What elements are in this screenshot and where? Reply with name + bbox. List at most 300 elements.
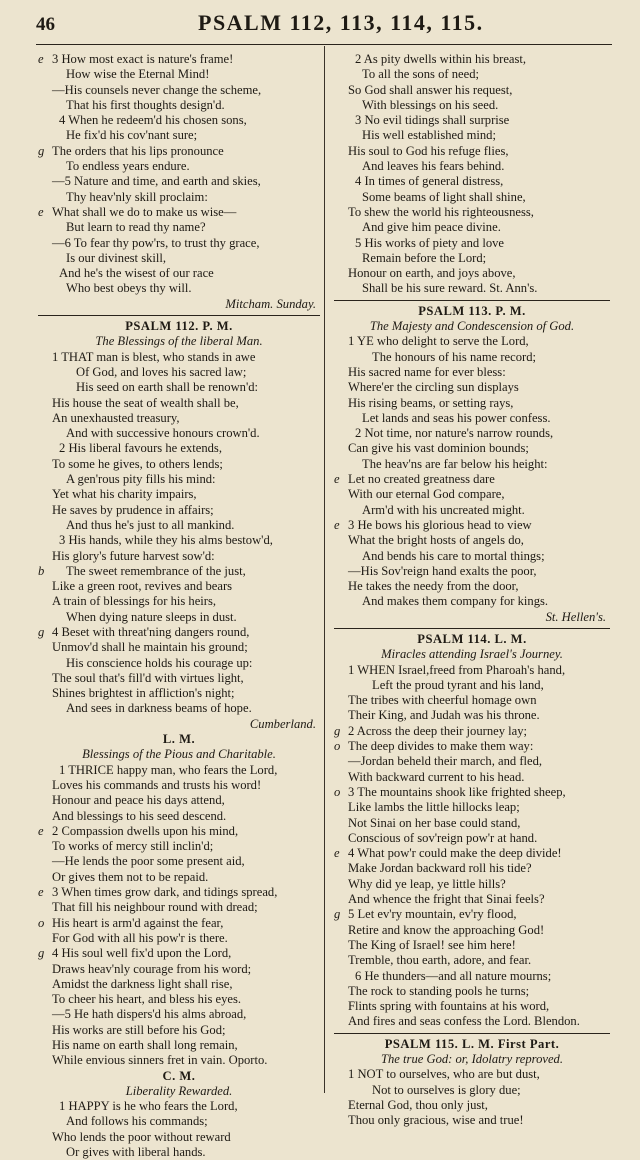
dynamic-marking	[38, 190, 52, 205]
verse-text: 1 NOT to ourselves, who are but dust,	[348, 1067, 540, 1082]
psalm-subtitle: Blessings of the Pious and Charitable.	[82, 747, 276, 762]
dynamic-marking	[38, 1099, 52, 1114]
dynamic-marking	[38, 426, 52, 441]
verse-text: His glory's future harvest sow'd:	[52, 548, 215, 563]
verse-text: Left the proud tyrant and his land,	[372, 677, 544, 692]
dynamic-marking	[334, 487, 348, 502]
section-divider	[334, 300, 610, 301]
verse-text: His seed on earth shall be renown'd:	[76, 380, 259, 395]
dynamic-marking	[334, 52, 348, 67]
verse-line	[38, 174, 320, 189]
verse-line	[334, 83, 610, 98]
verse-line	[334, 594, 610, 609]
dynamic-marking	[334, 533, 348, 548]
verse-line	[38, 128, 320, 143]
verse-line	[334, 266, 610, 281]
verse-text: What the bright hosts of angels do,	[348, 533, 524, 548]
verse-line	[38, 686, 320, 701]
verse-text: 4 What pow'r could make the deep divide!	[348, 846, 562, 861]
dynamic-marking	[38, 457, 52, 472]
verse-line	[38, 220, 320, 235]
verse-line	[334, 67, 610, 82]
psalm-subtitle: Miracles attending Israel's Journey.	[381, 647, 563, 662]
dynamic-marking	[334, 678, 348, 693]
dynamic-marking	[334, 350, 348, 365]
verse-line	[38, 977, 320, 992]
dynamic-marking	[38, 472, 52, 487]
verse-text: And sees in darkness beams of hope.	[66, 701, 252, 716]
dynamic-marking	[334, 220, 348, 235]
verse-line	[38, 916, 320, 931]
verse-line	[334, 846, 610, 861]
verse-line	[38, 380, 320, 395]
verse-text: The rock to standing pools he turns;	[348, 983, 530, 998]
verse-line	[38, 441, 320, 456]
column-divider	[324, 46, 325, 1093]
verse-line	[38, 870, 320, 885]
verse-text: While envious sinners fret in vain. Oporto.	[52, 1053, 268, 1068]
dynamic-marking	[38, 251, 52, 266]
verse-line	[38, 1114, 320, 1129]
dynamic-marking	[334, 770, 348, 785]
psalm-heading: C. M.	[162, 1068, 196, 1083]
verse-text: With backward current to his head.	[348, 769, 525, 784]
verse-text: For God with all his pow'r is there.	[52, 930, 228, 945]
dynamic-marking	[334, 693, 348, 708]
verse-line	[38, 763, 320, 778]
verse-line	[334, 144, 610, 159]
verse-text: A train of blessings for his heirs,	[52, 594, 217, 609]
dynamic-marking	[38, 220, 52, 235]
verse-text: Eternal God, thou only just,	[348, 1097, 488, 1112]
dynamic-marking	[334, 396, 348, 411]
dynamic-marking	[334, 411, 348, 426]
psalm-heading: PSALM 112. P. M.	[125, 319, 233, 334]
verse-text: 3 How most exact is nature's frame!	[52, 52, 234, 66]
dynamic-marking	[334, 1067, 348, 1082]
verse-line	[334, 693, 610, 708]
verse-line	[334, 205, 610, 220]
dynamic-marking	[334, 128, 348, 143]
verse-line	[334, 1113, 610, 1128]
dynamic-marking: e	[38, 823, 44, 838]
dynamic-marking	[38, 594, 52, 609]
dynamic-marking: e	[38, 52, 44, 66]
verse-text: 1 THAT man is blest, who stands in awe	[52, 349, 256, 364]
verse-line	[38, 533, 320, 548]
verse-line	[334, 113, 610, 128]
header-rule	[36, 44, 612, 45]
verse-text: And bends his care to mortal things;	[362, 548, 545, 563]
psalm-subtitle: The Majesty and Condescension of God.	[369, 319, 575, 334]
dynamic-marking	[38, 839, 52, 854]
verse-line	[38, 931, 320, 946]
verse-line	[38, 251, 320, 266]
verse-text: 2 Compassion dwells upon his mind,	[52, 823, 239, 838]
verse-line	[334, 533, 610, 548]
verse-line	[38, 1145, 320, 1160]
verse-line	[334, 800, 610, 815]
verse-text: 1 YE who delight to serve the Lord,	[348, 334, 529, 349]
verse-text: Draws heav'nly courage from his word;	[52, 961, 252, 976]
verse-text: To some he gives, to others lends;	[52, 456, 223, 471]
dynamic-marking	[334, 83, 348, 98]
dynamic-marking	[334, 800, 348, 815]
right-column	[334, 52, 610, 1128]
verse-line	[38, 236, 320, 251]
verse-text: Yet what his charity impairs,	[52, 487, 197, 502]
verse-text: Honour and peace his days attend,	[52, 793, 225, 808]
dynamic-marking	[334, 816, 348, 831]
verse-text: What shall we do to make us wise—	[52, 204, 237, 219]
verse-line	[334, 785, 610, 800]
verse-text: He saves by prudence in affairs;	[52, 502, 214, 517]
verse-line	[334, 251, 610, 266]
verse-line	[334, 754, 610, 769]
tune-name: Cumberland.	[249, 716, 316, 731]
verse-text: He takes the needy from the door,	[348, 579, 519, 594]
dynamic-marking: g	[38, 624, 45, 639]
verse-line	[334, 953, 610, 968]
dynamic-marking	[38, 900, 52, 915]
verse-text: And leaves his fears behind.	[362, 159, 505, 174]
verse-line	[38, 426, 320, 441]
dynamic-marking: e	[334, 846, 340, 861]
dynamic-marking	[38, 503, 52, 518]
psalm-heading: PSALM 113. P. M.	[418, 303, 526, 318]
dynamic-marking	[38, 441, 52, 456]
dynamic-marking	[334, 441, 348, 456]
verse-line	[334, 724, 610, 739]
verse-text: The orders that his lips pronounce	[52, 143, 224, 158]
verse-text: —His Sov'reign hand exalts the poor,	[348, 563, 537, 578]
verse-text: —5 Nature and time, and earth and skies,	[52, 174, 261, 189]
verse-text: His sacred name for ever bless:	[348, 364, 506, 379]
verse-line	[334, 1083, 610, 1098]
verse-text: Unmov'd shall he maintain his ground;	[52, 640, 248, 655]
dynamic-marking	[334, 923, 348, 938]
verse-text: His well established mind;	[362, 128, 496, 143]
verse-line	[38, 900, 320, 915]
dynamic-marking: g	[334, 907, 341, 922]
verse-line	[38, 824, 320, 839]
verse-text: Like a green root, revives and bears	[52, 579, 233, 594]
verse-text: 1 THRICE happy man, who fears the Lord,	[59, 762, 278, 777]
dynamic-marking	[334, 190, 348, 205]
dynamic-marking	[38, 236, 52, 251]
dynamic-marking	[38, 1145, 52, 1160]
dynamic-marking	[38, 1053, 52, 1068]
dynamic-marking	[334, 380, 348, 395]
verse-line	[334, 923, 610, 938]
verse-line	[38, 1038, 320, 1053]
dynamic-marking: e	[38, 885, 44, 900]
dynamic-marking	[38, 870, 52, 885]
verse-text: To endless years endure.	[66, 159, 190, 174]
dynamic-marking	[38, 83, 52, 98]
dynamic-marking	[334, 334, 348, 349]
psalm-subtitle: The Blessings of the liberal Man.	[95, 334, 263, 349]
dynamic-marking	[334, 67, 348, 82]
verse-line	[38, 610, 320, 625]
verse-text: His conscience holds his courage up:	[66, 655, 253, 670]
verse-text: Not Sinai on her base could stand,	[348, 815, 521, 830]
verse-line	[38, 113, 320, 128]
verse-line	[334, 877, 610, 892]
dynamic-marking	[334, 174, 348, 189]
dynamic-marking	[38, 549, 52, 564]
verse-line	[334, 411, 610, 426]
dynamic-marking	[38, 1114, 52, 1129]
verse-line	[38, 52, 320, 67]
verse-line	[38, 159, 320, 174]
verse-text: Honour on earth, and joys above,	[348, 266, 516, 281]
verse-text: Like lambs the little hillocks leap;	[348, 800, 520, 815]
dynamic-marking	[334, 236, 348, 251]
dynamic-marking	[38, 1023, 52, 1038]
dynamic-marking	[38, 159, 52, 174]
verse-text: Conscious of sov'reign pow'r at hand.	[348, 830, 538, 845]
verse-text: And fires and seas confess the Lord. Blendon.	[348, 1014, 580, 1029]
dynamic-marking	[38, 1038, 52, 1053]
dynamic-marking: g	[334, 723, 341, 738]
dynamic-marking	[334, 892, 348, 907]
verse-line	[334, 999, 610, 1014]
dynamic-marking	[38, 701, 52, 716]
verse-text: Shall be his sure reward. St. Ann's.	[362, 281, 538, 296]
dynamic-marking	[38, 266, 52, 281]
verse-line	[38, 640, 320, 655]
verse-line	[38, 281, 320, 296]
dynamic-marking	[38, 365, 52, 380]
dynamic-marking	[334, 579, 348, 594]
verse-line	[334, 907, 610, 922]
verse-line	[38, 98, 320, 113]
verse-line	[334, 518, 610, 533]
verse-text: When dying nature sleeps in dust.	[66, 609, 237, 624]
verse-text: His rising beams, or setting rays,	[348, 395, 514, 410]
verse-text: Their King, and Judah was his throne.	[348, 708, 540, 723]
verse-line	[38, 365, 320, 380]
verse-line	[38, 671, 320, 686]
verse-line	[334, 441, 610, 456]
verse-text: 2 Across the deep their journey lay;	[348, 723, 528, 738]
dynamic-marking	[38, 809, 52, 824]
verse-line	[38, 809, 320, 824]
verse-text: Retire and know the approaching God!	[348, 922, 545, 937]
dynamic-marking	[334, 861, 348, 876]
verse-text: Some beams of light shall shine,	[362, 189, 526, 204]
verse-line	[38, 946, 320, 961]
verse-line	[38, 701, 320, 716]
verse-text: With blessings on his seed.	[362, 97, 499, 112]
verse-text: 3 The mountains shook like frighted sheep,	[348, 784, 566, 799]
verse-line	[38, 396, 320, 411]
verse-text: And follows his commands;	[66, 1114, 208, 1129]
verse-text: The tribes with cheerful homage own	[348, 693, 537, 708]
verse-text: —Jordan beheld their march, and fled,	[348, 754, 543, 769]
verse-text: Thou only gracious, wise and true!	[348, 1113, 524, 1128]
verse-text: And blessings to his seed descend.	[52, 808, 227, 823]
verse-text: And he's the wisest of our race	[59, 266, 214, 281]
dynamic-marking	[38, 977, 52, 992]
dynamic-marking	[334, 144, 348, 159]
verse-text: 6 He thunders—and all nature mourns;	[355, 968, 552, 983]
verse-text: 2 Not time, nor nature's narrow rounds,	[355, 426, 554, 441]
dynamic-marking	[334, 999, 348, 1014]
dynamic-marking	[38, 128, 52, 143]
dynamic-marking	[334, 426, 348, 441]
dynamic-marking	[38, 1007, 52, 1022]
verse-text: 3 No evil tidings shall surprise	[355, 113, 510, 128]
verse-line	[38, 992, 320, 1007]
verse-text: Can give his vast dominion bounds;	[348, 441, 529, 456]
psalm-heading: PSALM 115. L. M. First Part.	[384, 1036, 560, 1051]
verse-text: Let no created greatness dare	[348, 472, 495, 487]
verse-text: Arm'd with his uncreated might.	[362, 502, 525, 517]
verse-line	[334, 350, 610, 365]
verse-line	[38, 144, 320, 159]
verse-line	[38, 1053, 320, 1068]
dynamic-marking	[38, 518, 52, 533]
verse-line	[334, 220, 610, 235]
dynamic-marking	[38, 931, 52, 946]
verse-text: 2 His liberal favours he extends,	[59, 441, 222, 456]
verse-line	[38, 350, 320, 365]
verse-line	[38, 1099, 320, 1114]
psalm-subtitle: Liberality Rewarded.	[125, 1083, 233, 1098]
verse-line	[334, 487, 610, 502]
verse-line	[334, 159, 610, 174]
verse-text: Is our divinest skill,	[66, 250, 167, 265]
verse-text: And give him peace divine.	[362, 220, 501, 235]
verse-text: The sweet remembrance of the just,	[66, 563, 246, 578]
verse-text: And with successive honours crown'd.	[66, 426, 260, 441]
verse-line	[334, 938, 610, 953]
verse-text: Where'er the circling sun displays	[348, 380, 519, 395]
verse-line	[38, 885, 320, 900]
dynamic-marking	[334, 984, 348, 999]
verse-line	[334, 281, 610, 296]
dynamic-marking	[38, 67, 52, 82]
verse-line	[334, 678, 610, 693]
verse-line	[334, 663, 610, 678]
dynamic-marking	[334, 1014, 348, 1029]
verse-line	[38, 487, 320, 502]
running-head: PSALM 112, 113, 114, 115.	[198, 10, 484, 35]
verse-line	[38, 457, 320, 472]
verse-text: A gen'rous pity fills his mind:	[66, 472, 216, 487]
verse-line	[38, 472, 320, 487]
dynamic-marking	[334, 457, 348, 472]
verse-line	[38, 656, 320, 671]
verse-line	[334, 739, 610, 754]
verse-text: To all the sons of need;	[362, 67, 479, 82]
verse-text: And thus he's just to all mankind.	[66, 517, 235, 532]
verse-text: Make Jordan backward roll his tide?	[348, 861, 532, 876]
verse-text: Not to ourselves is glory due;	[372, 1082, 521, 1097]
verse-line	[334, 426, 610, 441]
verse-text: —His counsels never change the scheme,	[52, 82, 262, 97]
dynamic-marking	[334, 1098, 348, 1113]
dynamic-marking	[334, 1083, 348, 1098]
dynamic-marking	[38, 686, 52, 701]
dynamic-marking	[334, 98, 348, 113]
verse-line	[334, 816, 610, 831]
verse-text: Let lands and seas his power confess.	[362, 410, 551, 425]
verse-text: —5 He hath dispers'd his alms abroad,	[52, 1007, 247, 1022]
verse-line	[38, 854, 320, 869]
verse-text: Shines brightest in affliction's night;	[52, 686, 235, 701]
verse-text: Remain before the Lord;	[362, 250, 487, 265]
dynamic-marking	[38, 992, 52, 1007]
dynamic-marking	[38, 854, 52, 869]
verse-text: 2 As pity dwells within his breast,	[355, 52, 527, 66]
dynamic-marking	[334, 831, 348, 846]
verse-text: Who lends the poor without reward	[52, 1129, 231, 1144]
verse-text: Of God, and loves his sacred law;	[76, 364, 247, 379]
verse-line	[334, 1014, 610, 1029]
verse-line	[38, 503, 320, 518]
verse-line	[334, 1067, 610, 1082]
verse-line	[38, 625, 320, 640]
dynamic-marking: g	[38, 143, 45, 158]
psalm-heading: L. M.	[162, 732, 196, 747]
verse-line	[38, 518, 320, 533]
verse-line	[334, 708, 610, 723]
dynamic-marking	[334, 754, 348, 769]
dynamic-marking	[38, 487, 52, 502]
verse-line	[38, 778, 320, 793]
verse-line	[38, 839, 320, 854]
verse-line	[334, 861, 610, 876]
dynamic-marking	[38, 533, 52, 548]
verse-text: To cheer his heart, and bless his eyes.	[52, 992, 242, 1007]
verse-line	[38, 411, 320, 426]
verse-text: His works are still before his God;	[52, 1022, 226, 1037]
dynamic-marking	[334, 205, 348, 220]
page-number: 46	[36, 14, 55, 35]
dynamic-marking	[38, 350, 52, 365]
verse-text: So God shall answer his request,	[348, 82, 513, 97]
verse-line	[38, 793, 320, 808]
verse-line	[334, 396, 610, 411]
tune-name: St. Hellen's.	[545, 609, 606, 624]
dynamic-marking	[38, 671, 52, 686]
dynamic-marking	[334, 251, 348, 266]
verse-text: That his first thoughts design'd.	[66, 97, 225, 112]
verse-line	[38, 564, 320, 579]
dynamic-marking	[38, 656, 52, 671]
dynamic-marking: e	[334, 517, 340, 532]
verse-text: Flints spring with fountains at his word,	[348, 999, 550, 1014]
verse-text: He fix'd his cov'nant sure;	[66, 128, 198, 143]
verse-text: His house the seat of wealth shall be,	[52, 395, 239, 410]
verse-line	[334, 579, 610, 594]
verse-text: 3 When times grow dark, and tidings spread,	[52, 885, 278, 900]
verse-line	[334, 457, 610, 472]
dynamic-marking	[334, 549, 348, 564]
verse-text: Or gives them not to be repaid.	[52, 869, 209, 884]
verse-text: His soul to God his refuge flies,	[348, 143, 509, 158]
verse-line	[334, 128, 610, 143]
dynamic-marking	[334, 1113, 348, 1128]
verse-text: The deep divides to make them way:	[348, 739, 534, 754]
verse-line	[38, 205, 320, 220]
verse-line	[334, 365, 610, 380]
dynamic-marking	[38, 411, 52, 426]
verse-line	[38, 594, 320, 609]
